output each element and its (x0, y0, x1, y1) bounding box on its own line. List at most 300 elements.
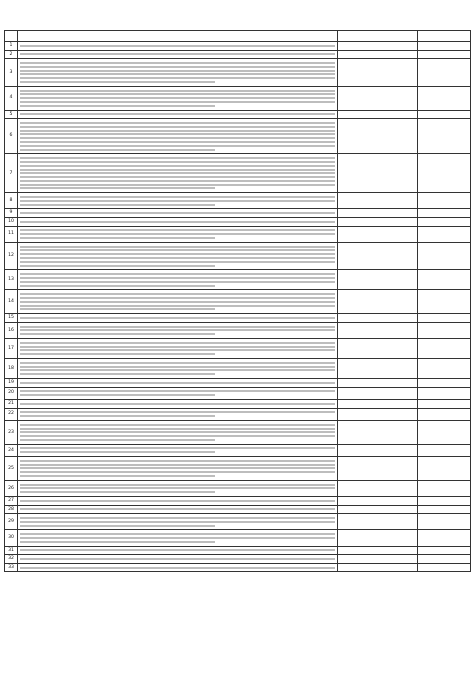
table-row (5, 399, 471, 408)
row-area-placeholder (20, 90, 335, 107)
row-area-cell (18, 110, 338, 119)
row-area-placeholder (20, 62, 335, 83)
row-date-cell (338, 358, 418, 378)
text-line-placeholder (20, 342, 335, 344)
row-seq-cell (5, 86, 18, 110)
text-line-placeholder (20, 411, 335, 413)
row-area-cell (18, 546, 338, 555)
row-area-placeholder (20, 411, 335, 417)
row-date-cell (338, 338, 418, 358)
row-seq: 29 (8, 519, 14, 525)
text-line-placeholder (20, 246, 335, 248)
text-line-placeholder (20, 471, 335, 473)
row-area-cell (18, 555, 338, 564)
row-date-cell (338, 480, 418, 496)
text-line-placeholder (20, 253, 335, 255)
row-note-cell (418, 546, 471, 555)
text-line-placeholder (20, 329, 335, 331)
text-line-placeholder (20, 265, 215, 267)
row-seq-cell (5, 480, 18, 496)
row-seq-cell (5, 497, 18, 506)
row-seq: 1 (9, 43, 13, 48)
row-area-cell (18, 59, 338, 87)
text-line-placeholder (20, 317, 335, 319)
row-date-cell (338, 242, 418, 270)
row-note-cell (418, 408, 471, 420)
table-row (5, 86, 471, 110)
row-seq: 13 (8, 277, 14, 283)
text-line-placeholder (20, 122, 335, 124)
table-row (5, 457, 471, 481)
row-area-placeholder (20, 508, 335, 510)
row-area-placeholder (20, 447, 335, 453)
row-seq-cell (5, 218, 18, 227)
row-area-placeholder (20, 558, 335, 560)
text-line-placeholder (20, 141, 335, 143)
row-area-placeholder (20, 500, 335, 502)
row-date-cell (338, 387, 418, 399)
text-line-placeholder (20, 165, 335, 167)
text-line-placeholder (20, 349, 335, 351)
row-date-cell (338, 399, 418, 408)
row-seq: 3 (9, 69, 13, 75)
text-line-placeholder (20, 73, 335, 75)
row-date-cell (338, 314, 418, 323)
header-date (338, 31, 418, 42)
text-line-placeholder (20, 261, 335, 263)
row-note-cell (418, 555, 471, 564)
text-line-placeholder (20, 62, 335, 64)
row-seq: 16 (8, 327, 14, 333)
row-note-cell (418, 480, 471, 496)
row-area-cell (18, 209, 338, 218)
text-line-placeholder (20, 273, 335, 275)
row-area-cell (18, 119, 338, 154)
table-row (5, 546, 471, 555)
table-row (5, 322, 471, 338)
table-row (5, 420, 471, 444)
row-area-cell (18, 408, 338, 420)
row-date-cell (338, 322, 418, 338)
row-note-cell (418, 290, 471, 314)
row-seq-cell (5, 242, 18, 270)
row-area-placeholder (20, 53, 335, 55)
text-line-placeholder (20, 525, 215, 527)
row-seq-cell (5, 50, 18, 59)
row-seq-cell (5, 399, 18, 408)
text-line-placeholder (20, 537, 335, 539)
text-line-placeholder (20, 172, 335, 174)
row-area-placeholder (20, 403, 335, 405)
row-note-cell (418, 530, 471, 546)
row-seq-cell (5, 110, 18, 119)
row-seq-cell (5, 270, 18, 290)
text-line-placeholder (20, 428, 335, 430)
row-note-cell (418, 314, 471, 323)
row-area-placeholder (20, 424, 335, 441)
row-date-cell (338, 86, 418, 110)
row-area-cell (18, 270, 338, 290)
row-seq: 14 (8, 299, 14, 304)
row-seq: 26 (8, 485, 14, 491)
text-line-placeholder (20, 297, 335, 299)
text-line-placeholder (20, 45, 335, 47)
text-line-placeholder (20, 487, 335, 489)
text-line-placeholder (20, 137, 335, 139)
text-line-placeholder (20, 221, 335, 223)
text-line-placeholder (20, 373, 215, 375)
text-line-placeholder (20, 212, 335, 214)
header-note (418, 31, 471, 42)
row-seq-cell (5, 358, 18, 378)
table-row (5, 119, 471, 154)
text-line-placeholder (20, 70, 335, 72)
row-area-placeholder (20, 221, 335, 223)
text-line-placeholder (20, 237, 215, 239)
row-note-cell (418, 242, 471, 270)
text-line-placeholder (20, 541, 215, 543)
row-area-placeholder (20, 45, 335, 47)
row-area-placeholder (20, 382, 335, 384)
table-row (5, 193, 471, 209)
row-area-cell (18, 193, 338, 209)
text-line-placeholder (20, 157, 335, 159)
text-line-placeholder (20, 439, 215, 441)
text-line-placeholder (20, 305, 335, 307)
row-area-placeholder (20, 517, 335, 527)
row-date-cell (338, 50, 418, 59)
table-row (5, 338, 471, 358)
row-seq-cell (5, 290, 18, 314)
row-area-cell (18, 378, 338, 387)
text-line-placeholder (20, 97, 335, 99)
text-line-placeholder (20, 333, 215, 335)
row-seq: 18 (8, 365, 14, 371)
row-date-cell (338, 209, 418, 218)
schedule-table-container (4, 30, 470, 572)
text-line-placeholder (20, 184, 335, 186)
row-area-placeholder (20, 326, 335, 336)
row-note-cell (418, 563, 471, 572)
text-line-placeholder (20, 126, 335, 128)
row-area-placeholder (20, 293, 335, 310)
table-row (5, 242, 471, 270)
text-line-placeholder (20, 369, 335, 371)
table-row (5, 59, 471, 87)
row-seq-cell (5, 555, 18, 564)
text-line-placeholder (20, 308, 215, 310)
text-line-placeholder (20, 233, 335, 235)
text-line-placeholder (20, 558, 335, 560)
row-seq: 12 (8, 253, 14, 259)
row-area-cell (18, 480, 338, 496)
row-seq: 24 (8, 447, 14, 453)
text-line-placeholder (20, 394, 215, 396)
row-seq: 5 (9, 111, 13, 117)
row-note-cell (418, 399, 471, 408)
text-line-placeholder (20, 113, 335, 115)
schedule-table (4, 30, 471, 572)
row-seq-cell (5, 154, 18, 193)
text-line-placeholder (20, 447, 335, 449)
text-line-placeholder (20, 176, 335, 178)
table-row (5, 218, 471, 227)
text-line-placeholder (20, 366, 335, 368)
row-seq: 6 (9, 133, 13, 139)
text-line-placeholder (20, 180, 335, 182)
table-row (5, 209, 471, 218)
row-note-cell (418, 505, 471, 514)
row-date-cell (338, 563, 418, 572)
row-seq-cell (5, 322, 18, 338)
table-header-row (5, 31, 471, 42)
row-area-cell (18, 457, 338, 481)
row-seq-cell (5, 209, 18, 218)
row-seq: 28 (8, 506, 14, 512)
text-line-placeholder (20, 484, 335, 486)
table-row (5, 480, 471, 496)
row-seq: 17 (8, 345, 14, 351)
row-note-cell (418, 322, 471, 338)
text-line-placeholder (20, 277, 335, 279)
row-date-cell (338, 546, 418, 555)
row-seq: 25 (8, 465, 14, 471)
text-line-placeholder (20, 390, 335, 392)
text-line-placeholder (20, 424, 335, 426)
row-area-placeholder (20, 460, 335, 477)
text-line-placeholder (20, 567, 335, 569)
row-date-cell (338, 218, 418, 227)
row-area-cell (18, 86, 338, 110)
row-seq: 8 (9, 198, 13, 204)
text-line-placeholder (20, 130, 335, 132)
row-date-cell (338, 514, 418, 530)
row-note-cell (418, 193, 471, 209)
row-note-cell (418, 270, 471, 290)
text-line-placeholder (20, 382, 335, 384)
row-note-cell (418, 59, 471, 87)
text-line-placeholder (20, 467, 335, 469)
text-line-placeholder (20, 81, 215, 83)
text-line-placeholder (20, 293, 335, 295)
row-seq: 27 (8, 498, 14, 504)
row-date-cell (338, 457, 418, 481)
text-line-placeholder (20, 549, 335, 551)
text-line-placeholder (20, 204, 215, 206)
row-seq-cell (5, 563, 18, 572)
row-seq: 10 (8, 219, 14, 225)
table-row (5, 358, 471, 378)
row-seq: 22 (8, 411, 14, 417)
text-line-placeholder (20, 435, 335, 437)
row-area-placeholder (20, 113, 335, 115)
text-line-placeholder (20, 133, 335, 135)
row-area-cell (18, 314, 338, 323)
row-seq: 20 (8, 390, 14, 396)
row-note-cell (418, 154, 471, 193)
row-note-cell (418, 514, 471, 530)
text-line-placeholder (20, 285, 215, 287)
row-seq: 19 (8, 379, 14, 385)
row-note-cell (418, 209, 471, 218)
row-date-cell (338, 119, 418, 154)
table-row (5, 226, 471, 242)
table-row (5, 530, 471, 546)
row-date-cell (338, 290, 418, 314)
row-area-cell (18, 226, 338, 242)
row-seq: 4 (9, 95, 13, 101)
text-line-placeholder (20, 521, 335, 523)
row-seq-cell (5, 408, 18, 420)
table-row (5, 505, 471, 514)
header-seq (5, 31, 18, 42)
row-area-placeholder (20, 567, 335, 569)
row-date-cell (338, 505, 418, 514)
row-seq: 31 (8, 547, 14, 553)
row-area-cell (18, 505, 338, 514)
row-seq: 21 (8, 400, 14, 406)
row-seq-cell (5, 444, 18, 456)
row-seq-cell (5, 514, 18, 530)
text-line-placeholder (20, 169, 335, 171)
row-seq-cell (5, 59, 18, 87)
text-line-placeholder (20, 508, 335, 510)
row-seq: 9 (9, 210, 13, 216)
row-area-placeholder (20, 157, 335, 189)
text-line-placeholder (20, 464, 335, 466)
row-seq: 15 (8, 315, 14, 321)
table-row (5, 378, 471, 387)
row-area-cell (18, 154, 338, 193)
row-note-cell (418, 50, 471, 59)
text-line-placeholder (20, 451, 215, 453)
table-row (5, 270, 471, 290)
row-date-cell (338, 193, 418, 209)
row-seq-cell (5, 457, 18, 481)
row-date-cell (338, 59, 418, 87)
row-date-cell (338, 444, 418, 456)
row-note-cell (418, 42, 471, 51)
table-row (5, 408, 471, 420)
row-area-placeholder (20, 229, 335, 239)
row-area-placeholder (20, 390, 335, 396)
row-date-cell (338, 110, 418, 119)
row-seq: 11 (8, 231, 14, 237)
row-seq-cell (5, 420, 18, 444)
row-area-placeholder (20, 362, 335, 375)
text-line-placeholder (20, 500, 335, 502)
row-area-placeholder (20, 122, 335, 151)
row-note-cell (418, 110, 471, 119)
text-line-placeholder (20, 475, 215, 477)
row-note-cell (418, 457, 471, 481)
text-line-placeholder (20, 301, 335, 303)
text-line-placeholder (20, 281, 335, 283)
text-line-placeholder (20, 249, 335, 251)
row-date-cell (338, 270, 418, 290)
row-note-cell (418, 387, 471, 399)
text-line-placeholder (20, 460, 335, 462)
row-note-cell (418, 444, 471, 456)
row-seq-cell (5, 42, 18, 51)
row-seq-cell (5, 338, 18, 358)
text-line-placeholder (20, 90, 335, 92)
row-note-cell (418, 378, 471, 387)
row-date-cell (338, 226, 418, 242)
text-line-placeholder (20, 200, 335, 202)
row-area-cell (18, 42, 338, 51)
row-area-cell (18, 497, 338, 506)
row-seq-cell (5, 505, 18, 514)
row-note-cell (418, 497, 471, 506)
text-line-placeholder (20, 101, 335, 103)
text-line-placeholder (20, 353, 215, 355)
table-row (5, 387, 471, 399)
row-area-placeholder (20, 196, 335, 206)
text-line-placeholder (20, 491, 215, 493)
text-line-placeholder (20, 431, 335, 433)
text-line-placeholder (20, 93, 335, 95)
row-note-cell (418, 86, 471, 110)
row-area-cell (18, 420, 338, 444)
text-line-placeholder (20, 77, 335, 79)
text-line-placeholder (20, 257, 335, 259)
row-area-cell (18, 242, 338, 270)
row-seq: 2 (9, 51, 13, 57)
table-row (5, 497, 471, 506)
text-line-placeholder (20, 105, 215, 107)
text-line-placeholder (20, 403, 335, 405)
text-line-placeholder (20, 517, 335, 519)
row-note-cell (418, 119, 471, 154)
row-area-placeholder (20, 342, 335, 355)
text-line-placeholder (20, 533, 335, 535)
row-seq-cell (5, 314, 18, 323)
row-area-placeholder (20, 484, 335, 494)
row-seq: 30 (8, 535, 14, 541)
row-area-placeholder (20, 246, 335, 267)
text-line-placeholder (20, 229, 335, 231)
row-area-cell (18, 358, 338, 378)
text-line-placeholder (20, 161, 335, 163)
table-row (5, 110, 471, 119)
row-date-cell (338, 555, 418, 564)
row-area-cell (18, 290, 338, 314)
text-line-placeholder (20, 53, 335, 55)
row-note-cell (418, 420, 471, 444)
row-date-cell (338, 497, 418, 506)
text-line-placeholder (20, 415, 215, 417)
row-date-cell (338, 408, 418, 420)
row-area-cell (18, 338, 338, 358)
text-line-placeholder (20, 66, 335, 68)
table-row (5, 555, 471, 564)
text-line-placeholder (20, 196, 335, 198)
text-line-placeholder (20, 149, 215, 151)
table-row (5, 154, 471, 193)
row-area-placeholder (20, 317, 335, 319)
row-date-cell (338, 154, 418, 193)
row-area-cell (18, 530, 338, 546)
text-line-placeholder (20, 326, 335, 328)
row-seq-cell (5, 387, 18, 399)
row-seq-cell (5, 193, 18, 209)
row-note-cell (418, 358, 471, 378)
row-date-cell (338, 530, 418, 546)
table-row (5, 42, 471, 51)
row-seq: 7 (9, 170, 13, 176)
row-seq: 23 (8, 429, 14, 435)
